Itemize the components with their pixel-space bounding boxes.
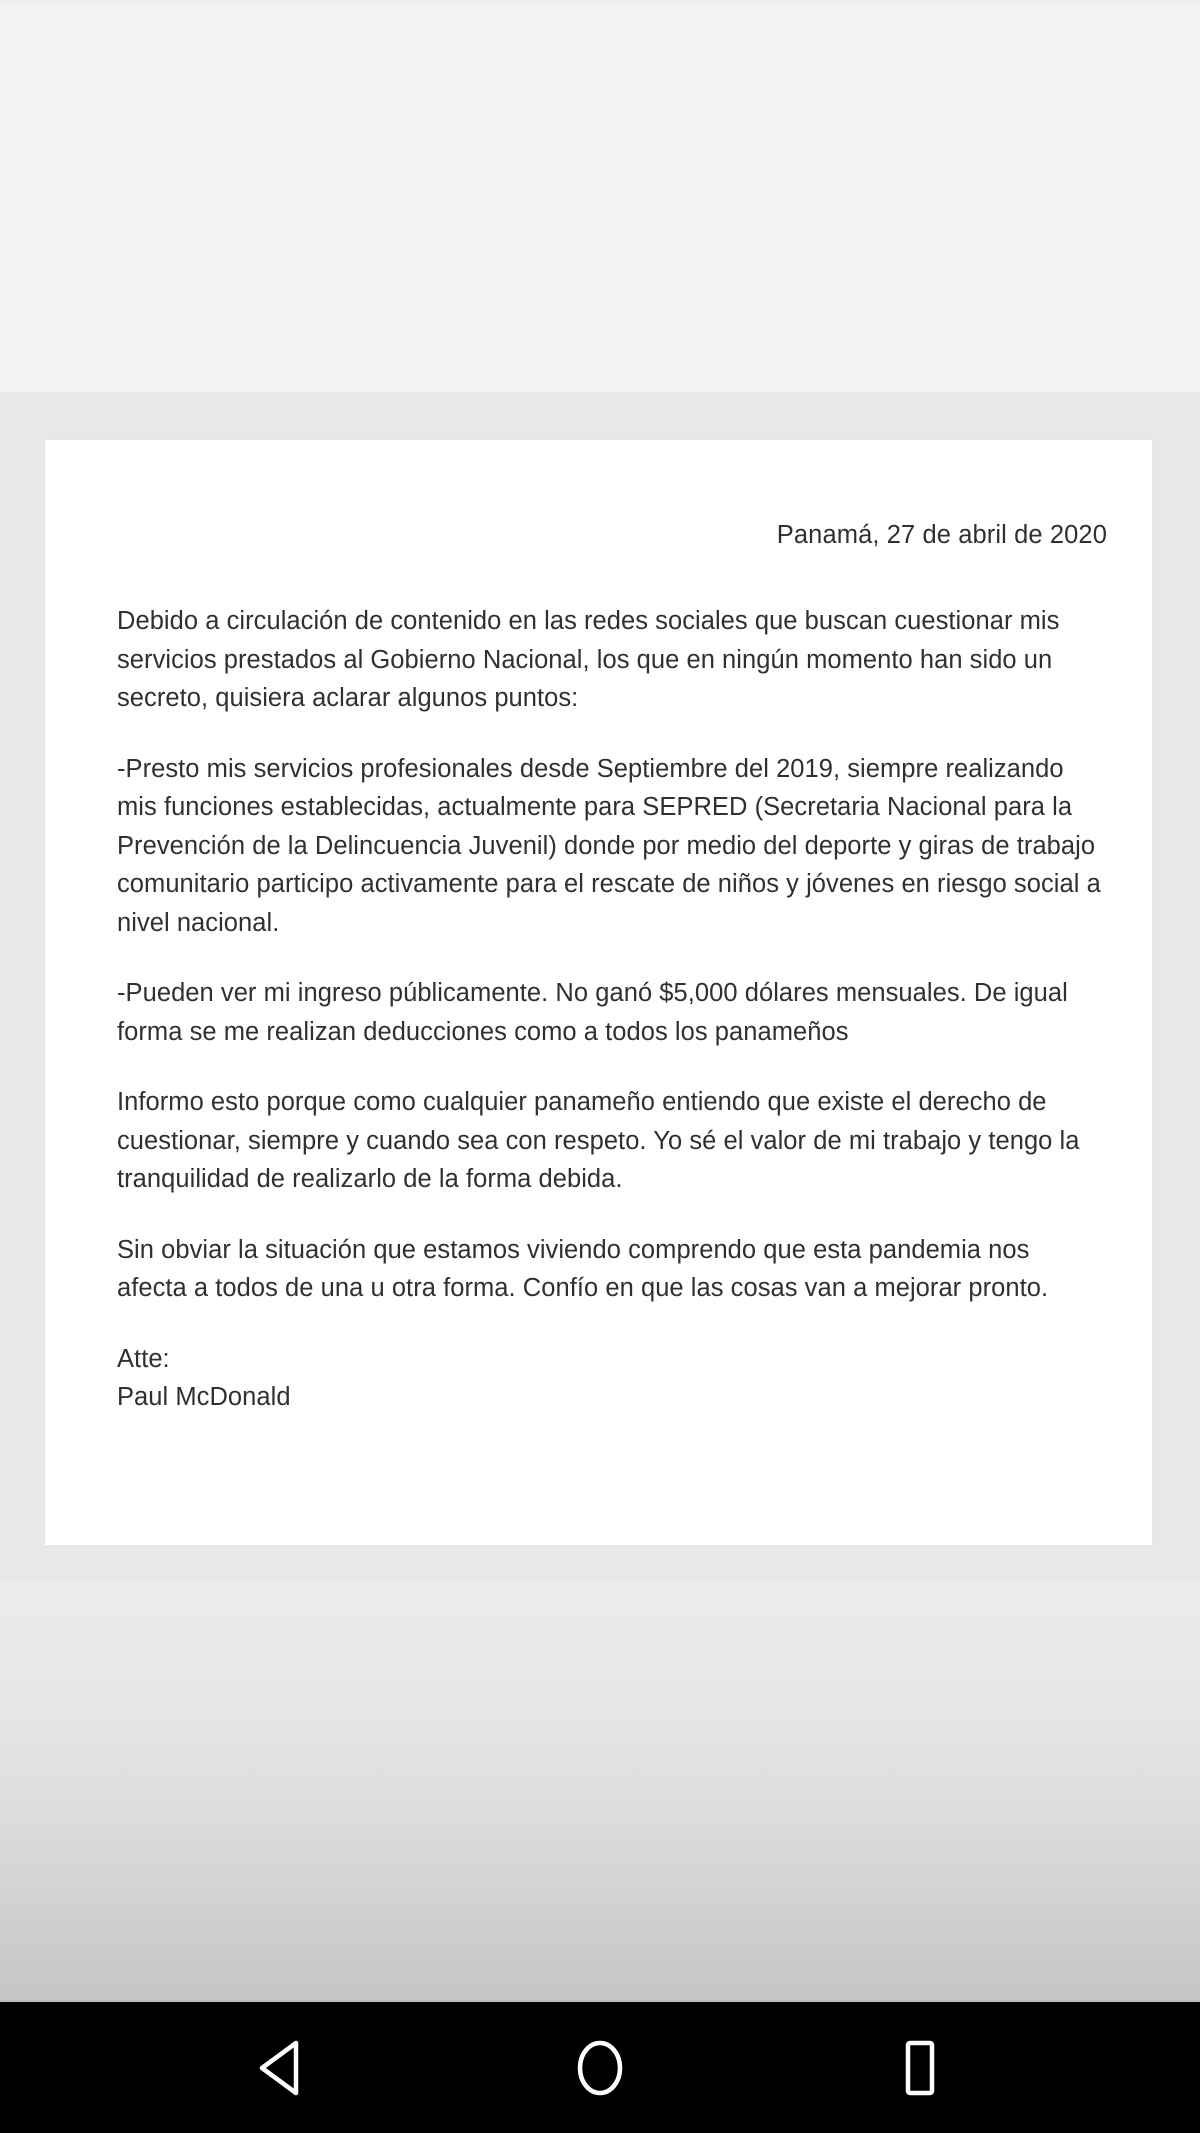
- letter-paragraph-5: Sin obviar la situación que estamos viviendo comprendo que esta pandemia nos afecta a todos de una u otra forma. Confío en que las cosas van a mejorar pronto.: [117, 1235, 1049, 1302]
- recents-square-icon: [894, 2038, 946, 2098]
- letter-body: [117, 602, 1112, 1417]
- document-band: [0, 392, 1200, 1582]
- home-button[interactable]: [540, 2001, 660, 2133]
- top-blank-area: [0, 0, 1200, 392]
- letter-paragraph-2: -Presto mis servicios profesionales desde Septiembre del 2019, siempre realizando mis funciones establecidas, actualmente para SEPRED (Secretaria Nacional para la Prevención de la Delincuencia Juvenil) donde por medio del deporte y giras de trabajo comunitario participo activamente para el rescate de niños y jóvenes en riesgo social a nivel nacional.: [117, 754, 1101, 937]
- signature-name: Paul McDonald: [117, 1383, 291, 1411]
- android-navigation-bar: [0, 2000, 1200, 2133]
- letter-content: [117, 518, 1112, 1417]
- letter-card: [45, 440, 1152, 1545]
- recents-button[interactable]: [860, 2001, 980, 2133]
- home-circle-icon: [572, 2038, 628, 2098]
- back-triangle-icon: [254, 2039, 306, 2097]
- letter-date-line: Panamá, 27 de abril de 2020: [776, 521, 1107, 549]
- bottom-blank-area: [0, 1582, 1200, 2000]
- signature-salutation: Atte:: [117, 1344, 170, 1373]
- back-button[interactable]: [220, 2001, 340, 2133]
- letter-paragraph-3: -Pueden ver mi ingreso públicamente. No ganó $5,000 dólares mensuales. De igual forma se me realizan deducciones como a todos los panameños: [117, 979, 1068, 1046]
- signature-block: [117, 1340, 1112, 1417]
- letter-paragraph-4: Informo esto porque como cualquier panameño entiendo que existe el derecho de cuestionar, siempre y cuando sea con respeto. Yo sé el valor de mi trabajo y tengo la tranquilidad de realizarlo de la forma debida.: [117, 1088, 1080, 1193]
- letter-paragraph-1: Debido a circulación de contenido en las redes sociales que buscan cuestionar mis servicios prestados al Gobierno Nacional, los que en ningún momento han sido un secreto, quisiera aclarar algunos puntos:: [117, 607, 1060, 712]
